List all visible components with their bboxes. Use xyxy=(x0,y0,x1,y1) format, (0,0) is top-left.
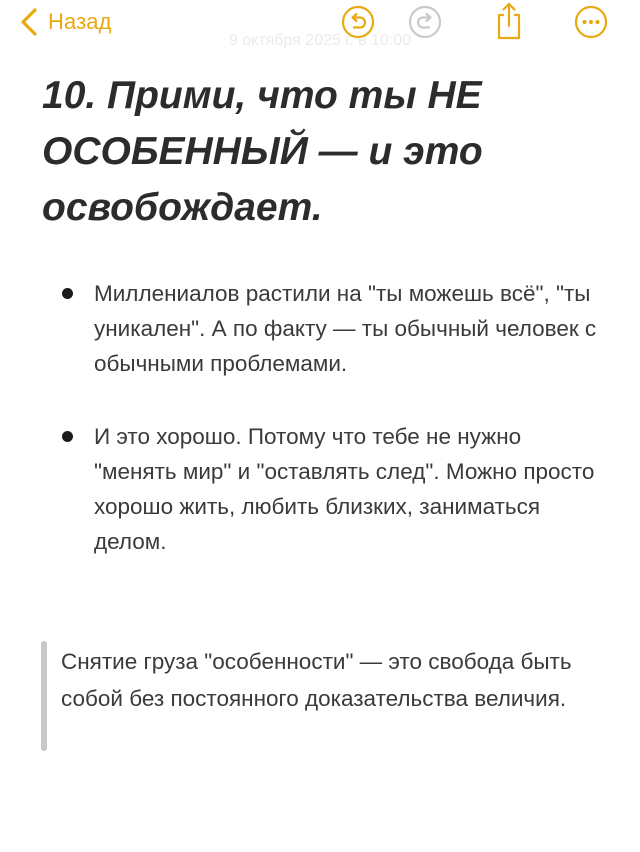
ellipsis-icon xyxy=(574,5,608,39)
bullet-list xyxy=(60,276,600,559)
share-button[interactable] xyxy=(492,1,526,41)
back-button[interactable] xyxy=(18,4,112,40)
quote-text: Снятие груза "особенности" — это свобода быть собой без постоянного доказательства величия. xyxy=(61,649,572,711)
redo-button[interactable] xyxy=(408,5,442,39)
chevron-left-icon xyxy=(18,7,42,37)
back-button-label: Назад xyxy=(48,9,112,34)
bullet-dot xyxy=(62,288,73,299)
undo-button[interactable] xyxy=(341,5,375,39)
redo-icon xyxy=(408,5,442,39)
bullet-dot xyxy=(62,431,73,442)
navigation-bar xyxy=(0,0,640,48)
note-title[interactable]: 10. Прими, что ты НЕ ОСОБЕННЫЙ — и это освобождает. xyxy=(42,74,483,229)
undo-icon xyxy=(341,5,375,39)
share-icon xyxy=(492,1,526,41)
list-item[interactable] xyxy=(60,276,600,381)
quote-bar xyxy=(41,641,47,751)
list-item[interactable] xyxy=(60,419,600,559)
list-item-text: Миллениалов растили на "ты можешь всё", "ты уникален". А по факту — ты обычный человек с обычными проблемами. xyxy=(94,281,597,376)
more-button[interactable] xyxy=(574,5,608,39)
block-quote[interactable] xyxy=(41,641,611,751)
note-date: 9 октября 2025 г. в 10:00 xyxy=(228,32,412,49)
list-item-text: И это хорошо. Потому что тебе не нужно "менять мир" и "оставлять след". Можно просто хорошо жить, любить близких, заниматься делом. xyxy=(94,424,595,554)
